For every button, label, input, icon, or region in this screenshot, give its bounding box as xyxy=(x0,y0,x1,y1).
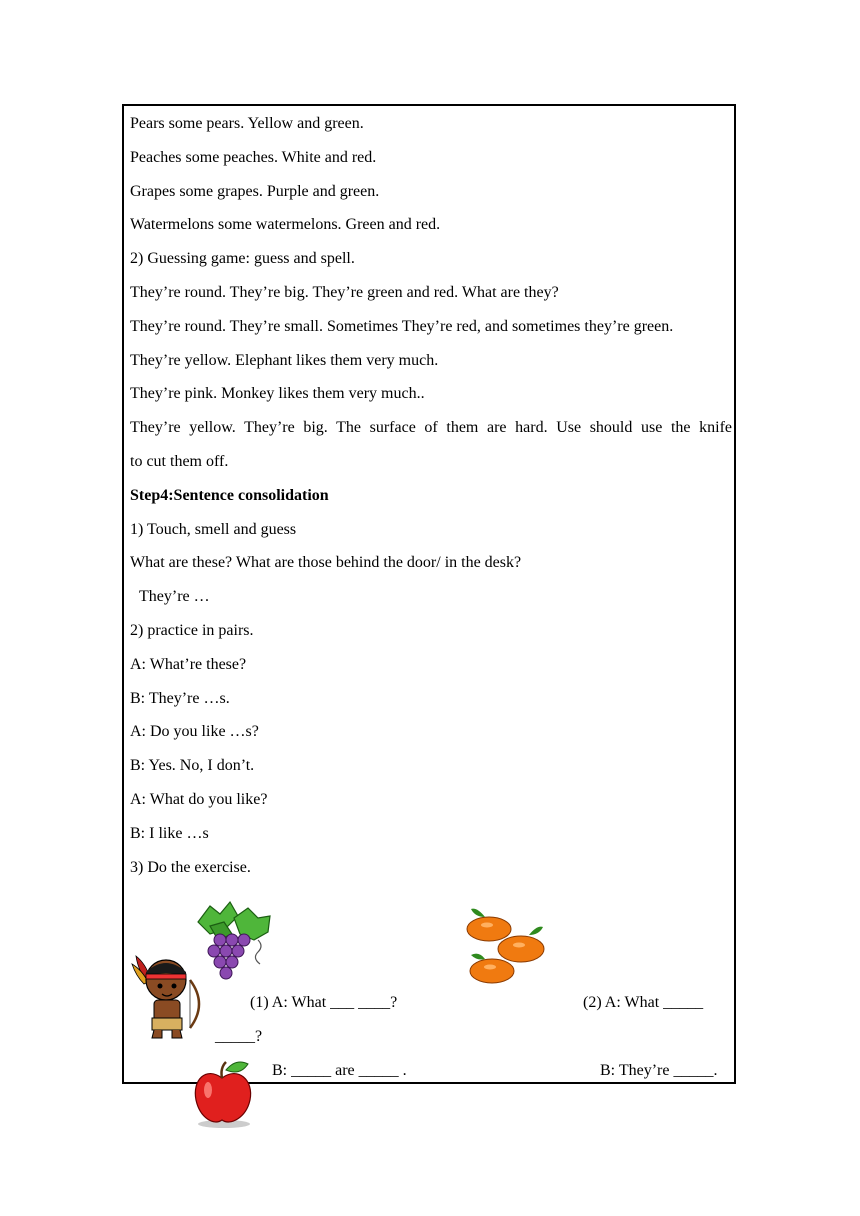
text-line: 2) Guessing game: guess and spell. xyxy=(130,250,355,267)
text-line: Watermelons some watermelons. Green and red. xyxy=(130,216,441,233)
text-line: They’re … xyxy=(139,588,210,605)
text-line: They’re yellow. They’re big. The surface of them are hard. Use should use the knife xyxy=(130,419,732,436)
text-line: A: What’re these? xyxy=(130,656,247,673)
text-line: Peaches some peaches. White and red. xyxy=(130,149,377,166)
exercise-q1-a-cont: _____? xyxy=(215,1028,263,1045)
text-line: Pears some pears. Yellow and green. xyxy=(130,115,364,132)
text-line: 3) Do the exercise. xyxy=(130,859,251,876)
text-line: They’re yellow. Elephant likes them very much. xyxy=(130,352,439,369)
text-line: They’re round. They’re small. Sometimes They’re red, and sometimes they’re green. xyxy=(130,318,674,335)
text-line: 1) Touch, smell and guess xyxy=(130,521,297,538)
text-line: A: Do you like …s? xyxy=(130,723,259,740)
text-line: They’re pink. Monkey likes them very much.. xyxy=(130,385,425,402)
text-line: What are these? What are those behind the door/ in the desk? xyxy=(130,554,522,571)
text-line: Grapes some grapes. Purple and green. xyxy=(130,183,380,200)
orange-icon xyxy=(465,905,550,987)
indian-boy-icon xyxy=(130,950,208,1042)
text-line: B: I like …s xyxy=(130,825,209,842)
text-line: to cut them off. xyxy=(130,453,229,470)
text-line: B: They’re …s. xyxy=(130,690,230,707)
text-line: They’re round. They’re big. They’re green and red. What are they? xyxy=(130,284,559,301)
text-line: 2) practice in pairs. xyxy=(130,622,254,639)
apple-icon xyxy=(190,1060,254,1130)
text-line: A: What do you like? xyxy=(130,791,268,808)
text-line: B: Yes. No, I don’t. xyxy=(130,757,255,774)
exercise-q1-a: (1) A: What ___ ____? xyxy=(250,994,398,1011)
section-heading: Step4:Sentence consolidation xyxy=(130,487,329,504)
exercise-q2-b: B: They’re _____. xyxy=(600,1062,718,1079)
exercise-q2-a: (2) A: What _____ xyxy=(583,994,704,1011)
exercise-q1-b: B: _____ are _____ . xyxy=(272,1062,407,1079)
